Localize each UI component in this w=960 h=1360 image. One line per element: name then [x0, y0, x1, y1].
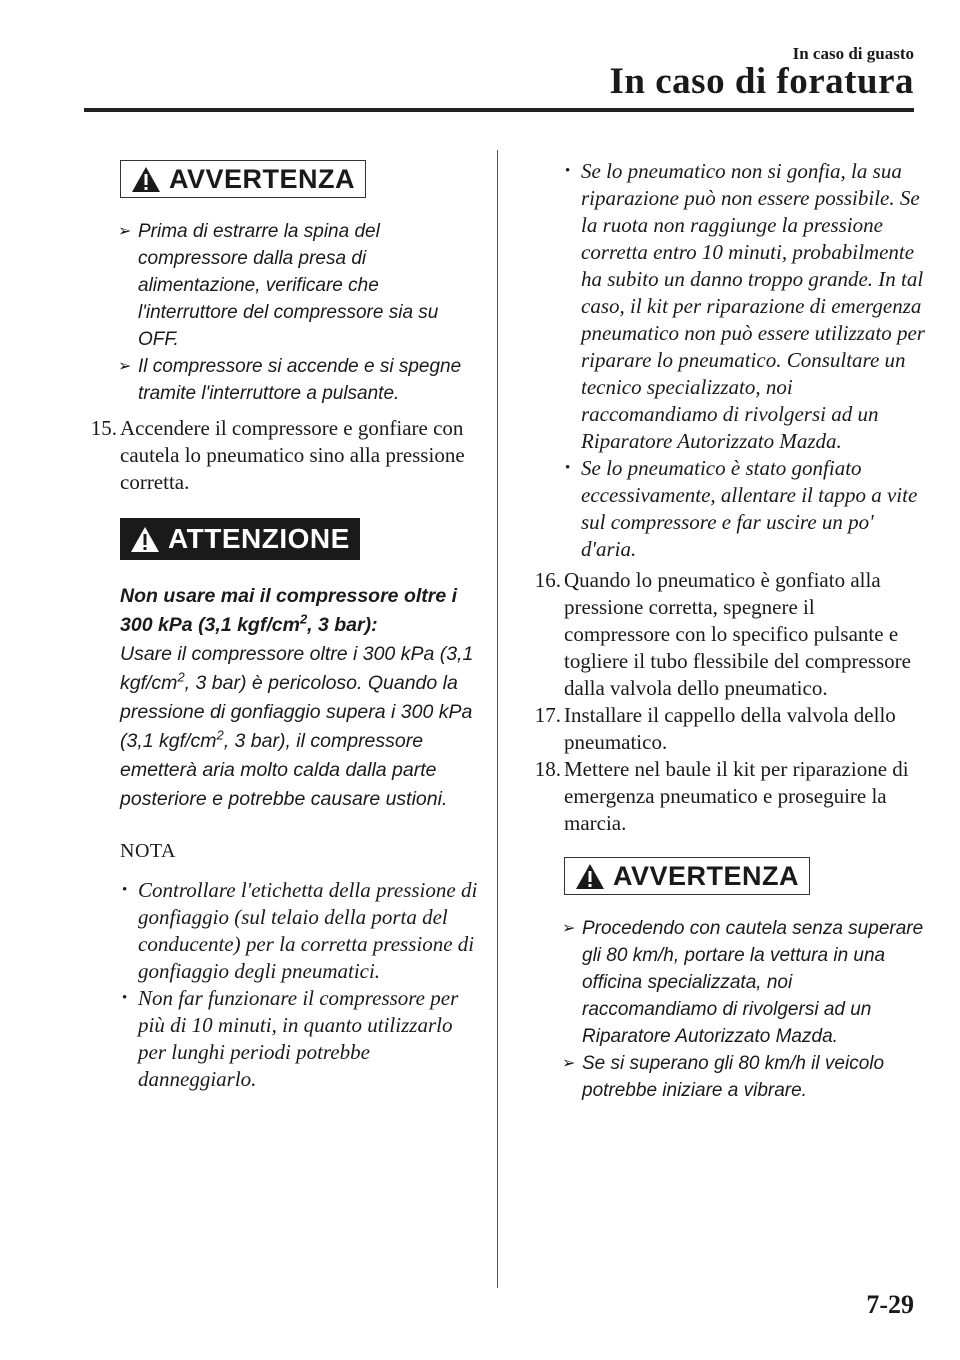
nota-list [120, 877, 482, 1093]
step-number: 18. [534, 757, 561, 781]
step-number: 15. [90, 416, 117, 440]
caution-header [120, 518, 360, 560]
superscript: 2 [177, 669, 185, 685]
left-column [82, 160, 482, 1093]
warning-label: AVVERTENZA [613, 860, 800, 891]
step-text: Quando lo pneumatico è gonfiato alla pressione corretta, spegnere il compressore con lo specifico pulsante e togliere il tubo flessibile del compressore dalla valvola dello pneumatico. [564, 568, 911, 700]
bullet-dot-icon: • [122, 882, 128, 898]
warning-text: Prima di estrarre la spina del compressore dalla presa di alimentazione, verificare che l'interruttore del compressore sia su OFF. [138, 221, 439, 350]
nota-text: Non far funzionare il compressore per più di 10 minuti, in quanto utilizzarlo per lunghi periodi potrebbe danneggiarlo. [138, 986, 459, 1091]
caution-block [82, 518, 482, 1093]
nota-label: NOTA [120, 840, 176, 862]
arrow-icon: ➢ [118, 223, 132, 240]
warning-icon [131, 166, 161, 193]
warning-header [120, 160, 366, 198]
caution-text [120, 582, 482, 814]
list-item [120, 985, 482, 1093]
step-text: Installare il cappello della valvola dello pneumatico. [564, 703, 896, 754]
step-17 [526, 702, 926, 756]
bullet-dot-icon: • [565, 163, 571, 179]
nota-text: Se lo pneumatico non si gonfia, la sua riparazione può non essere possibile. Se la ruota non raggiunge la pressione corretta entro 10 minuti, probabilmente ha subito un danno troppo grande. In tal caso, il kit per riparazione di emergenza pneumatico non può essere utilizzato per riparare lo pneumatico. Consultare un tecnico specializzato, noi raccomandiamo di rivolgersi ad un Riparatore Autorizzato Mazda. [581, 159, 925, 453]
list-item [563, 455, 926, 563]
caution-body: , 3 bar) è pericoloso. Quando la pressione di gonfiaggio supera i 300 kPa (3,1 kgf/cm [120, 672, 473, 752]
warning-block-1 [82, 160, 482, 407]
header-rule [84, 108, 914, 112]
warning-label: AVVERTENZA [169, 163, 356, 194]
nota-list-continued [563, 158, 926, 563]
caution-label: ATTENZIONE [168, 523, 350, 554]
warning-block-2 [526, 857, 926, 1104]
page-title: In caso di foratura [609, 61, 914, 102]
nota-text: Controllare l'etichetta della pressione di gonfiaggio (sul telaio della porta del conducente) per la corretta pressione di gonfiaggio degli pneumatici. [138, 878, 478, 983]
section-title: In caso di guasto [792, 44, 914, 63]
list-item [562, 915, 926, 1050]
nota-text: Se lo pneumatico è stato gonfiato eccessivamente, allentare il tappo a vite sul compressore e far uscire un po' d'aria. [581, 456, 918, 561]
caution-body: Usare il compressore oltre i 300 kPa (3,1 kgf/cm [120, 643, 474, 694]
warning-header [564, 857, 810, 895]
list-item [563, 158, 926, 455]
warning-text: Se si superano gli 80 km/h il veicolo potrebbe iniziare a vibrare. [582, 1053, 885, 1101]
superscript: 2 [216, 727, 224, 743]
warning-icon [130, 526, 160, 553]
caution-bold: , 3 bar): [307, 614, 378, 636]
warning-list [562, 915, 926, 1104]
step-number: 16. [534, 568, 561, 592]
arrow-icon: ➢ [562, 1055, 576, 1072]
list-item [562, 1050, 926, 1104]
step-18 [526, 756, 926, 837]
arrow-icon: ➢ [562, 920, 576, 937]
page-number: 7-29 [866, 1290, 914, 1319]
list-item [120, 877, 482, 985]
step-15 [82, 415, 482, 496]
right-column [526, 158, 926, 1104]
superscript: 2 [299, 611, 308, 627]
warning-text: Il compressore si accende e si spegne tramite l'interruttore a pulsante. [138, 356, 462, 404]
step-number: 17. [534, 703, 561, 727]
step-16 [526, 567, 926, 702]
list-item [118, 218, 482, 353]
step-text: Mettere nel baule il kit per riparazione di emergenza pneumatico e proseguire la marcia. [564, 757, 909, 835]
caution-body: , 3 bar), il compressore emetterà aria molto calda dalla parte posteriore e potrebbe causare ustioni. [120, 730, 448, 810]
warning-list [118, 218, 482, 407]
bullet-dot-icon: • [565, 460, 571, 476]
bullet-dot-icon: • [122, 990, 128, 1006]
arrow-icon: ➢ [118, 358, 132, 375]
caution-bold: Non usare mai il compressore oltre i 300 kPa (3,1 kgf/cm [120, 585, 458, 636]
list-item [118, 353, 482, 407]
warning-icon [575, 863, 605, 890]
warning-text: Procedendo con cautela senza superare gli 80 km/h, portare la vettura in una officina specializzata, noi raccomandiamo di rivolgersi ad un Riparatore Autorizzato Mazda. [582, 918, 924, 1047]
step-text: Accendere il compressore e gonfiare con cautela lo pneumatico sino alla pressione corretta. [120, 416, 465, 494]
column-divider [497, 150, 498, 1288]
